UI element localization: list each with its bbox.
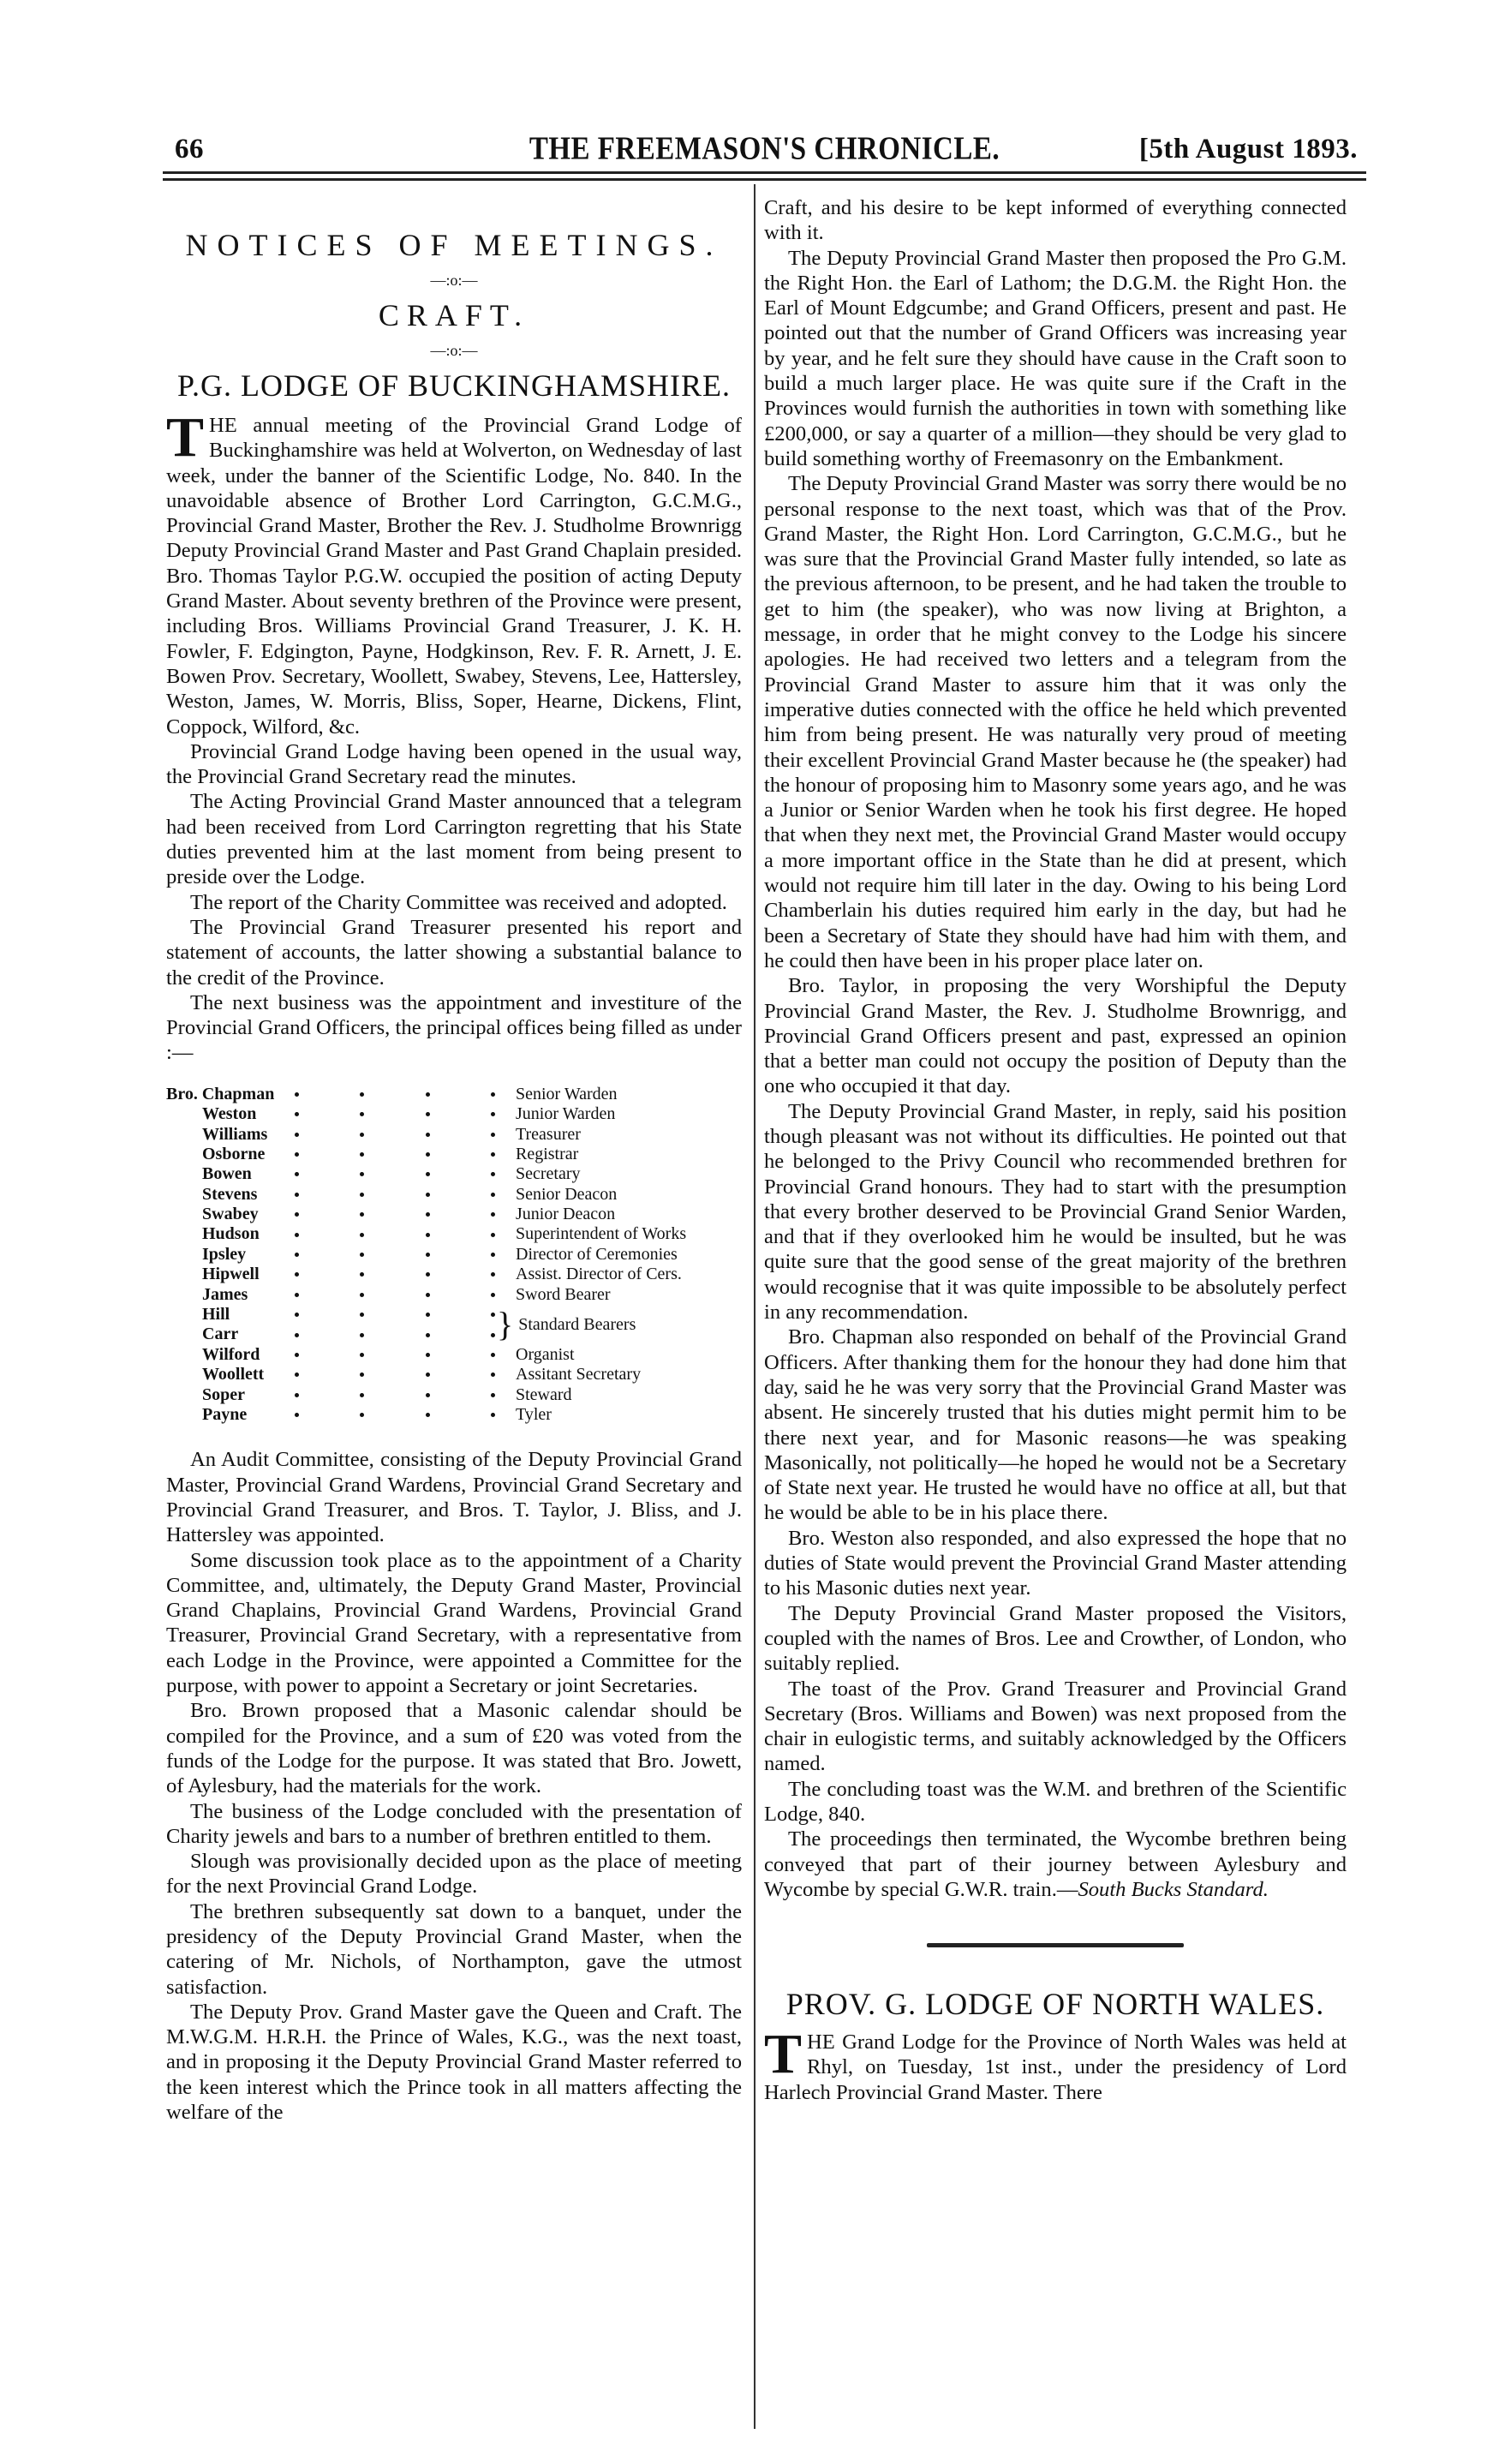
ornament-divider: —:o:— <box>430 342 478 359</box>
officer-row <box>166 1164 742 1184</box>
officer-office: Director of Ceremonies <box>516 1244 678 1264</box>
leader-dots <box>295 1233 516 1237</box>
officer-row <box>166 1325 516 1344</box>
officer-row <box>166 1265 742 1284</box>
paragraph: Slough was provisionally decided upon as the place of meeting for the next Provincial Grand Lodge. <box>166 1850 742 1899</box>
leader-dots <box>295 1172 516 1176</box>
officer-office: Superintendent of Works <box>516 1224 687 1244</box>
officer-name: Soper <box>202 1385 245 1404</box>
officer-row <box>166 1305 516 1325</box>
leader-dots <box>295 1293 516 1297</box>
paragraph: The Deputy Provincial Grand Master then proposed the Pro G.M. the Right Hon. the Earl of Lathom; the D.G.M. the Right Hon. the Earl of Mount Edgcumbe; and Grand Officers, present and past. He pointed out that the number of Grand Officers was increasing year by year, and he felt sure they should have cause in the Craft soon to build a much larger place. He was quite sure if the Craft in the Provinces would furnish the authorities in town with something like £200,000, or say a quarter of a million—they should be very glad to build something worthy of Freemasonry on the Embankment. <box>764 246 1347 470</box>
officer-name: Carr <box>202 1325 239 1344</box>
paragraph: The concluding toast was the W.M. and brethren of the Scientific Lodge, 840. <box>764 1777 1347 1826</box>
leader-dots <box>295 1193 516 1197</box>
officer-row <box>166 1224 742 1244</box>
ornament-divider: —:o:— <box>430 272 478 289</box>
leader-dots <box>295 1152 516 1157</box>
officer-name: Ipsley <box>202 1244 247 1264</box>
officer-name: Stevens <box>202 1184 258 1204</box>
officer-office: Registrar <box>516 1144 579 1163</box>
paragraph-continuation: Craft, and his desire to be kept informed of everything connected with it. <box>764 196 1347 245</box>
source-credit: South Bucks Standard. <box>1078 1877 1269 1901</box>
officers-list <box>166 1085 742 1426</box>
officer-brace-group <box>166 1305 742 1345</box>
officer-name: James <box>202 1284 248 1304</box>
officer-name: Hipwell <box>202 1265 260 1284</box>
paragraph: The toast of the Prov. Grand Treasurer and Provincial Grand Secretary (Bros. Williams and Bowen) was next proposed from the chair in eulogistic terms, and suitably acknowledged by the Officers named. <box>764 1677 1347 1776</box>
paragraph: Bro. Brown proposed that a Masonic calendar should be compiled for the Province, and a sum of £20 was voted from the funds of the Lodge for the purpose. It was stated that Bro. Jowett, of Aylesbury, had the materials for the work. <box>166 1699 742 1798</box>
officer-office: Assitant Secretary <box>516 1365 642 1385</box>
officer-office: Senior Deacon <box>516 1184 618 1204</box>
paragraph: The Deputy Prov. Grand Master gave the Queen and Craft. The M.W.G.M. H.R.H. the Prince of Wales, K.G., was the next toast, and in proposing it the Deputy Provincial Grand Master referred to the keen interest which the Prince took in all matters affecting the welfare of the <box>166 2000 742 2125</box>
paragraph: The next business was the appointment and investiture of the Provincial Grand Officers, the principal offices being filled as under :— <box>166 990 742 1065</box>
officer-row <box>166 1385 742 1405</box>
officer-row <box>166 1285 742 1305</box>
paragraph: The brethren subsequently sat down to a banquet, under the presidency of the Deputy Provincial Grand Master, when the catering of Mr. Nichols, of Northampton, gave the utmost satisfaction. <box>166 1899 742 1999</box>
leader-dots <box>295 1373 516 1377</box>
officer-office: Secretary <box>516 1164 581 1184</box>
officer-row <box>166 1125 742 1145</box>
issue-date: [5th August 1893. <box>1138 134 1358 164</box>
officer-row <box>166 1245 742 1265</box>
paragraph: Bro. Taylor, in proposing the very Worshipful the Deputy Provincial Grand Master, the Rev. J. Studholme Brownrigg, and Provincial Grand Officers present and past, expressed an opinion that a better man could not occupy the position of Deputy than the one who occupied it that day. <box>764 974 1347 1098</box>
leader-dots <box>295 1313 516 1317</box>
paragraph: Bro. Weston also responded, and also expressed the hope that no duties of State would prevent the Provincial Grand Master attending to his Masonic duties next year. <box>764 1526 1347 1600</box>
officer-name: Hill <box>202 1305 230 1325</box>
brace-icon: } <box>497 1305 514 1344</box>
left-column <box>166 195 742 2125</box>
article-heading-north-wales: PROV. G. LODGE OF NORTH WALES. <box>785 1987 1325 2022</box>
leader-dots <box>295 1212 516 1217</box>
right-column <box>764 195 1347 2105</box>
section-rule <box>927 1943 1184 1947</box>
officer-name: Williams <box>202 1124 268 1144</box>
leader-dots <box>295 1092 516 1097</box>
officer-row <box>166 1085 742 1104</box>
paragraph: The report of the Charity Committee was received and adopted. <box>190 890 727 914</box>
leader-dots <box>295 1333 516 1337</box>
section-heading-craft: CRAFT. <box>378 298 530 332</box>
officer-office: Organist <box>516 1344 575 1364</box>
officer-office: Senior Warden <box>516 1084 618 1103</box>
officer-name: Woollett <box>202 1365 265 1385</box>
paragraph: The Provincial Grand Treasurer presented his report and statement of accounts, the latter showing a substantial balance to the credit of the Province. <box>166 915 742 990</box>
leader-dots <box>295 1112 516 1116</box>
publication-title: THE FREEMASON'S CHRONICLE. <box>529 131 1000 167</box>
officer-name: Bowen <box>202 1164 252 1184</box>
officer-name: Payne <box>202 1404 248 1424</box>
officer-name: Weston <box>202 1104 257 1124</box>
officer-office: Sword Bearer <box>516 1284 611 1304</box>
officer-office: Junior Warden <box>516 1104 616 1124</box>
officer-office: Junior Deacon <box>516 1205 616 1224</box>
leader-dots <box>295 1353 516 1357</box>
article-heading-buckinghamshire: P.G. LODGE OF BUCKINGHAMSHIRE. <box>176 368 732 403</box>
officer-office: Standard Bearers <box>518 1314 636 1334</box>
paragraph: Bro. Chapman also responded on behalf of the Provincial Grand Officers. After thanking them for the honour they had done him that day, said he he was very sorry that the Provincial Grand Master was absent. He sincerely trusted that his duties might permit him to be there next year, and for Masonic reasons—he was speaking Masonically, not politically—he hoped he would not be a Secretary of State next year. He trusted he would have no office at all, but that he would be able to be in his place there. <box>764 1325 1347 1525</box>
paragraph-final: The proceedings then terminated, the Wycombe brethren being conveyed that part of their journey between Aylesbury and Wycombe by special G.W.R. train.—South Bucks Standard. <box>764 1827 1347 1901</box>
paragraph: The Deputy Provincial Grand Master, in reply, said his position though pleasant was not without its difficulties. He pointed out that he belonged to the Privy Council who recommended brethren for Provincial Grand honours. They had to start with the presumption that every brother deserved to be Provincial Grand Senior Warden, and that if they overlooked him he would be insulted, but he was quite sure that the good sense of the great majority of the brethren would recognise that it was quite impossible to be absolutely perfect in any recommendation. <box>764 1099 1347 1325</box>
officer-office: Tyler <box>516 1404 552 1424</box>
paragraph: Some discussion took place as to the appointment of a Charity Committee, and, ultimately, the Deputy Grand Master, Provincial Grand Chaplains, Provincial Grand Wardens, Provincial Grand Treasurer, Provincial Grand Secretary, with a representative from each Lodge in the Province, were appointed a Committee for the purpose, with power to appoint a Secretary or joint Secretaries. <box>166 1548 742 1698</box>
drop-cap: T <box>166 406 205 469</box>
paragraph: The Deputy Provincial Grand Master was sorry there would be no personal response to the next toast, which was that of the Prov. Grand Master, the Right Hon. Lord Carrington, G.C.M.G., but he was sure that the Provincial Grand Master fully intended, so late as the previous afternoon, to be present, and he had taken the trouble to get to him (the speaker), who was now living at Brighton, a message, in order that he might convey to the Lodge his sincere apologies. He had received two letters and a telegram from the Provincial Grand Master to assure him that it was only the imperative duties connected with the office he held which prevented him from being present. He was naturally very proud of meeting their excellent Provincial Grand Master because he (the speaker) had the honour of proposing him to Masonry some years ago, and he was a Junior or Senior Warden when he took his first degree. He hoped that when they next met, the Provincial Grand Master would occupy a more important office in the State than he did at present, which would not require him till later in the day. Owing to his being Lord Chamberlain his duties required him early in the day, but had he been a Secretary of State they should have had him with them, and he could then have been in his proper place later on. <box>764 472 1347 972</box>
leader-dots <box>295 1393 516 1397</box>
masthead <box>163 129 1366 171</box>
masthead-rule <box>163 171 1366 174</box>
paragraph: The Acting Provincial Grand Master announced that a telegram had been received from Lord Carrington regretting that his State duties prevented him at the last moment from being present to preside over the Lodge. <box>166 790 742 889</box>
officer-row <box>166 1205 742 1224</box>
officer-name: Wilford <box>202 1344 260 1364</box>
leader-dots <box>295 1253 516 1257</box>
paragraph: An Audit Committee, consisting of the Deputy Provincial Grand Master, Provincial Grand Wardens, Provincial Grand Secretary and Provincial Grand Treasurer, and Bros. T. Taylor, J. Bliss, and J. Hattersley was appointed. <box>166 1448 742 1547</box>
leader-dots <box>295 1413 516 1417</box>
masthead-rule-double <box>163 178 1366 181</box>
officer-row <box>166 1345 742 1365</box>
column-divider <box>754 184 755 2429</box>
drop-cap: T <box>764 2023 803 2086</box>
newspaper-page <box>163 0 1366 2464</box>
officer-office: Assist. Director of Cers. <box>516 1265 682 1284</box>
officer-row <box>166 1104 742 1124</box>
paragraph: The Deputy Provincial Grand Master proposed the Visitors, coupled with the names of Bros. Lee and Crowther, of London, who suitably replied. <box>764 1601 1347 1676</box>
officer-name: Osborne <box>202 1144 266 1163</box>
officer-row <box>166 1185 742 1205</box>
officer-office: Treasurer <box>516 1124 581 1144</box>
officer-row <box>166 1145 742 1164</box>
officer-row <box>166 1365 742 1385</box>
paragraph: The business of the Lodge concluded with the presentation of Charity jewels and bars to a number of brethren entitled to them. <box>166 1799 742 1848</box>
page-number: 66 <box>175 134 204 164</box>
officer-office: Steward <box>516 1385 572 1404</box>
officer-name: Hudson <box>202 1224 260 1244</box>
officer-name: Swabey <box>202 1205 259 1224</box>
officer-name: Bro. Chapman <box>166 1084 275 1103</box>
section-heading-notices: NOTICES OF MEETINGS. <box>185 228 723 262</box>
paragraph: Provincial Grand Lodge having been opened in the usual way, the Provincial Grand Secretary read the minutes. <box>166 739 742 789</box>
leader-dots <box>295 1133 516 1137</box>
officer-row <box>166 1405 742 1425</box>
article-intro-paragraph: THE Grand Lodge for the Province of North Wales was held at Rhyl, on Tuesday, 1st inst., under the presidency of Lord Harlech Provincial Grand Master. There <box>764 2023 1347 2104</box>
article-intro-paragraph: THE annual meeting of the Provincial Grand Lodge of Buckinghamshire was held at Wolverton, on Wednesday of last week, under the banner of the Scientific Lodge, No. 840. In the unavoidable absence of Brother Lord Carrington, G.C.M.G., Provincial Grand Master, Brother the Rev. J. Studholme Brownrigg Deputy Provincial Grand Master and Past Grand Chaplain presided. Bro. Thomas Taylor P.G.W. occupied the position of acting Deputy Grand Master. About seventy brethren of the Province were present, including Bros. Williams Provincial Grand Treasurer, J. K. H. Fowler, F. Edgington, Payne, Hodgkinson, Rev. F. R. Arnett, J. E. Bowen Prov. Secretary, Woollett, Swabey, Stevens, Lee, Hattersley, Weston, James, W. Morris, Bliss, Soper, Hearne, Dickens, Flint, Coppock, Wilford, &c. <box>166 406 742 739</box>
leader-dots <box>295 1272 516 1277</box>
